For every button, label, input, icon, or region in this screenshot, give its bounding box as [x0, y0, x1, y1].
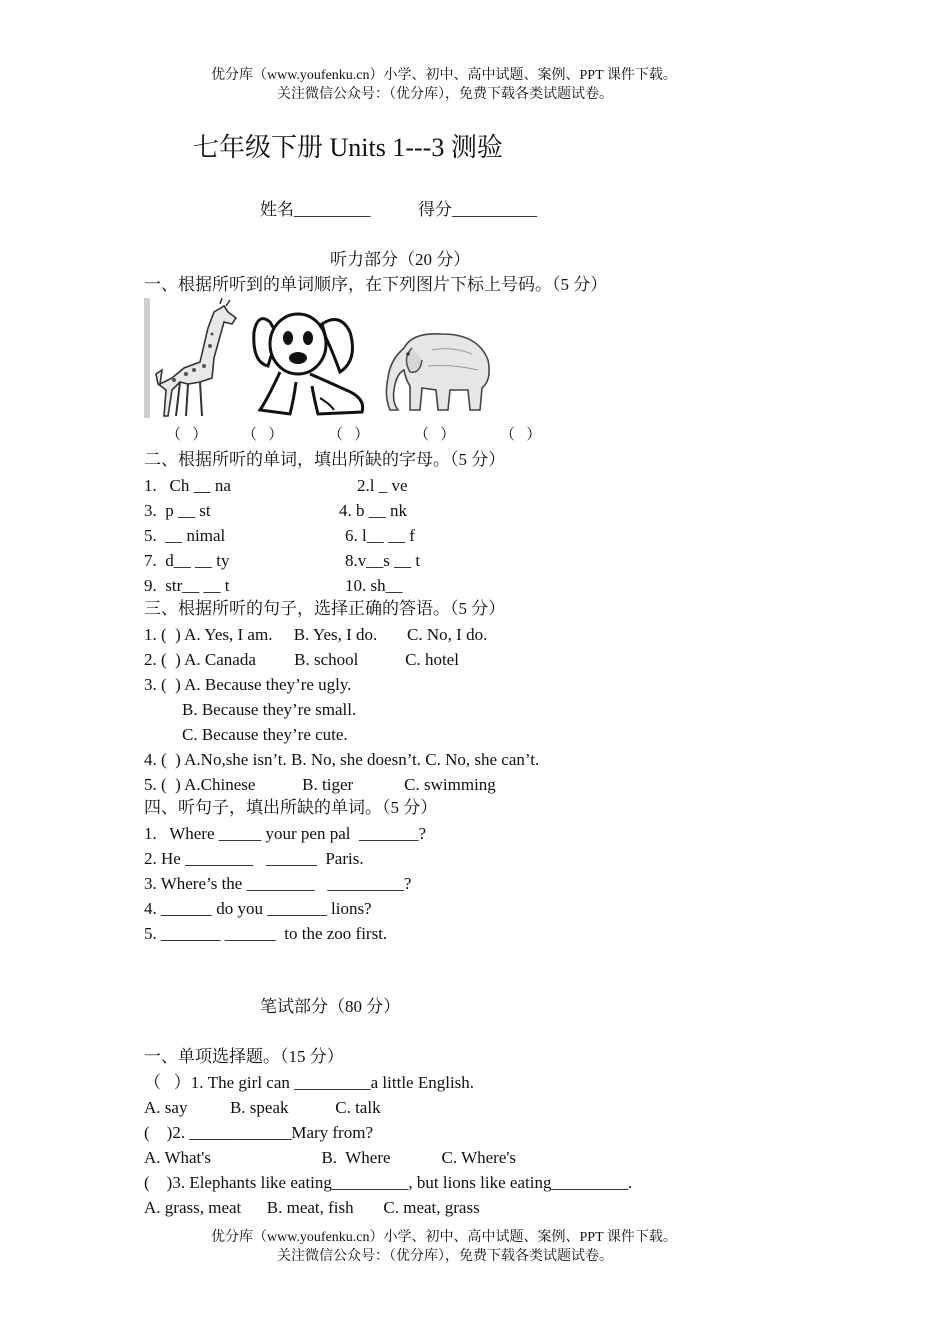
part2-item-1: 1. Ch __ na	[144, 476, 231, 495]
written-question-2: ( )2. ____________Mary from?	[144, 1123, 373, 1142]
picture-blank-4: （ ）	[414, 427, 456, 443]
part4-sentence-4: 4. ______ do you _______ lions?	[144, 899, 372, 918]
site-footer-line-2: 关注微信公众号：（优分库），免费下载各类试题试卷。	[277, 1249, 613, 1264]
written-part1-instruction: 一、单项选择题。（15 分）	[144, 1047, 344, 1066]
site-footer-line-1: 优分库（www.youfenku.cn）小学、初中、高中试题、案例、PPT 课件下载。	[211, 1230, 677, 1245]
name-field: 姓名_________	[260, 200, 371, 219]
score-field: 得分__________	[418, 200, 537, 219]
picture-blank-2: （ ）	[242, 427, 284, 443]
part4-sentence-3: 3. Where’s the ________ _________?	[144, 874, 412, 893]
part2-item-10: 10. sh__	[345, 576, 403, 595]
part3-question-2: 2. ( ) A. Canada B. school C. hotel	[144, 650, 459, 669]
part2-item-4: 4. b __ nk	[339, 501, 407, 520]
part2-item-9: 9. str__ __ t	[144, 576, 230, 595]
part2-item-3: 3. p __ st	[144, 501, 211, 520]
listening-part4-instruction: 四、听句子，填出所缺的单词。（5 分）	[144, 798, 438, 817]
part4-sentence-1: 1. Where _____ your pen pal _______?	[144, 824, 427, 843]
part2-item-8: 8.v__s __ t	[345, 551, 421, 570]
elephant-picture	[382, 330, 492, 416]
written-question-2-options: A. What's B. Where C. Where's	[144, 1148, 517, 1167]
part2-item-6: 6. l__ __ f	[345, 526, 415, 545]
giraffe-picture	[144, 298, 240, 418]
listening-part1-instruction: 一、根据所听到的单词顺序，在下列图片下标上号码。（5 分）	[144, 275, 608, 294]
dog-picture	[250, 302, 374, 418]
written-question-1-options: A. say B. speak C. talk	[144, 1098, 381, 1117]
part3-question-1: 1. ( ) A. Yes, I am. B. Yes, I do. C. No, I do.	[144, 625, 488, 644]
part3-question-3-option-c: C. Because they’re cute.	[182, 725, 348, 744]
part3-question-4: 4. ( ) A.No,she isn’t. B. No, she doesn’t. C. No, she can’t.	[144, 750, 540, 769]
part3-question-3: 3. ( ) A. Because they’re ugly.	[144, 675, 352, 694]
part2-item-7: 7. d__ __ ty	[144, 551, 230, 570]
written-heading: 笔试部分（80 分）	[260, 997, 401, 1016]
listening-heading: 听力部分（20 分）	[330, 250, 471, 269]
part4-sentence-5: 5. _______ ______ to the zoo first.	[144, 924, 388, 943]
written-question-3-options: A. grass, meat B. meat, fish C. meat, grass	[144, 1198, 480, 1217]
page-title: 七年级下册 Units 1---3 测验	[193, 133, 503, 162]
picture-blank-3: （ ）	[328, 427, 370, 443]
part4-sentence-2: 2. He ________ ______ Paris.	[144, 849, 364, 868]
site-header-line-2: 关注微信公众号：（优分库），免费下载各类试题试卷。	[277, 87, 613, 102]
part2-item-5: 5. __ nimal	[144, 526, 226, 545]
picture-blank-1: （ ）	[166, 427, 208, 443]
written-question-3: ( )3. Elephants like eating_________, but lions like eating_________.	[144, 1173, 633, 1192]
written-question-1: （ ）1. The girl can _________a little English.	[144, 1073, 475, 1092]
picture-blank-5: （ ）	[500, 427, 542, 443]
listening-part3-instruction: 三、根据所听的句子，选择正确的答语。（5 分）	[144, 599, 506, 618]
part3-question-3-option-b: B. Because they’re small.	[182, 700, 357, 719]
site-header-line-1: 优分库（www.youfenku.cn）小学、初中、高中试题、案例、PPT 课件下载。	[211, 68, 677, 83]
listening-part2-instruction: 二、根据所听的单词，填出所缺的字母。（5 分）	[144, 450, 506, 469]
part2-item-2: 2.l _ ve	[357, 476, 408, 495]
part3-question-5: 5. ( ) A.Chinese B. tiger C. swimming	[144, 775, 496, 794]
